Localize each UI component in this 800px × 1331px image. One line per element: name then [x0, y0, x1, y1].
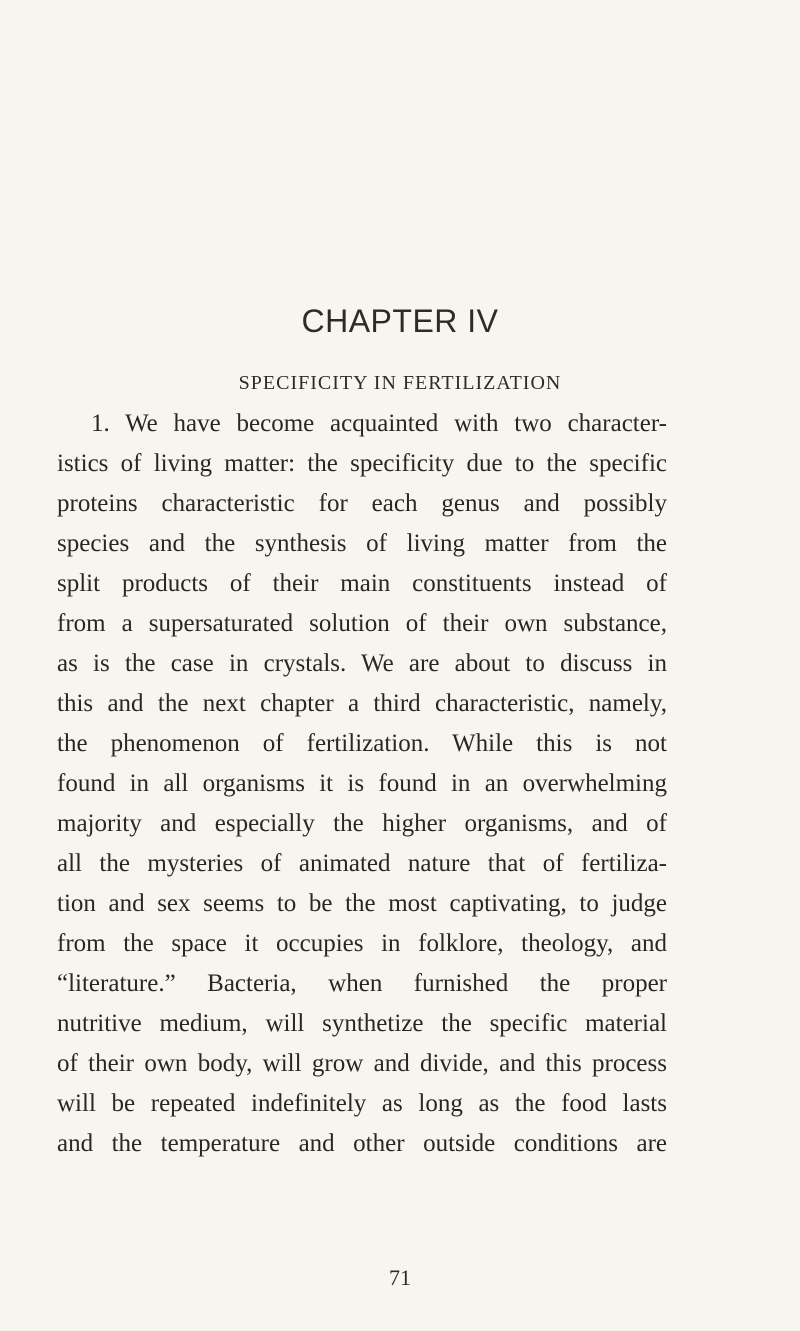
paragraph-line: 1. We have become acquainted with two character-	[91, 410, 667, 437]
paragraph-line: will be repeated indefinitely as long as the food lasts	[57, 1090, 667, 1117]
page-number: 71	[389, 1265, 411, 1290]
paragraph-line: and the temperature and other outside conditions are	[57, 1130, 667, 1157]
paragraph-line: of their own body, will grow and divide, and this process	[57, 1050, 667, 1077]
paragraph-line: from the space it occupies in folklore, theology, and	[57, 930, 667, 957]
paragraph-line: this and the next chapter a third characteristic, namely,	[57, 690, 667, 717]
paragraph-line: tion and sex seems to be the most captivating, to judge	[57, 890, 667, 917]
paragraph-line: istics of living matter: the specificity due to the specific	[57, 450, 667, 477]
paragraph-line: species and the synthesis of living matter from the	[57, 530, 667, 557]
paragraph-line: found in all organisms it is found in an overwhelming	[57, 770, 667, 797]
paragraph-line: as is the case in crystals. We are about to discuss in	[57, 650, 667, 677]
paragraph-line: the phenomenon of fertilization. While this is not	[57, 730, 667, 757]
paragraph-line: “literature.” Bacteria, when furnished the proper	[57, 970, 667, 997]
paragraph-line: majority and especially the higher organisms, and of	[57, 810, 667, 837]
paragraph-line: nutritive medium, will synthetize the specific material	[57, 1010, 667, 1037]
paragraph-line: all the mysteries of animated nature that of fertiliza-	[57, 850, 667, 877]
paragraph-line: from a supersaturated solution of their own substance,	[57, 610, 667, 637]
chapter-title: CHAPTER IV	[301, 303, 499, 339]
paragraph-line: proteins characteristic for each genus and possibly	[57, 490, 667, 517]
paragraph	[57, 404, 667, 1164]
section-title: SPECIFICITY IN FERTILIZATION	[238, 372, 562, 394]
paragraph-line: split products of their main constituents instead of	[57, 570, 667, 597]
